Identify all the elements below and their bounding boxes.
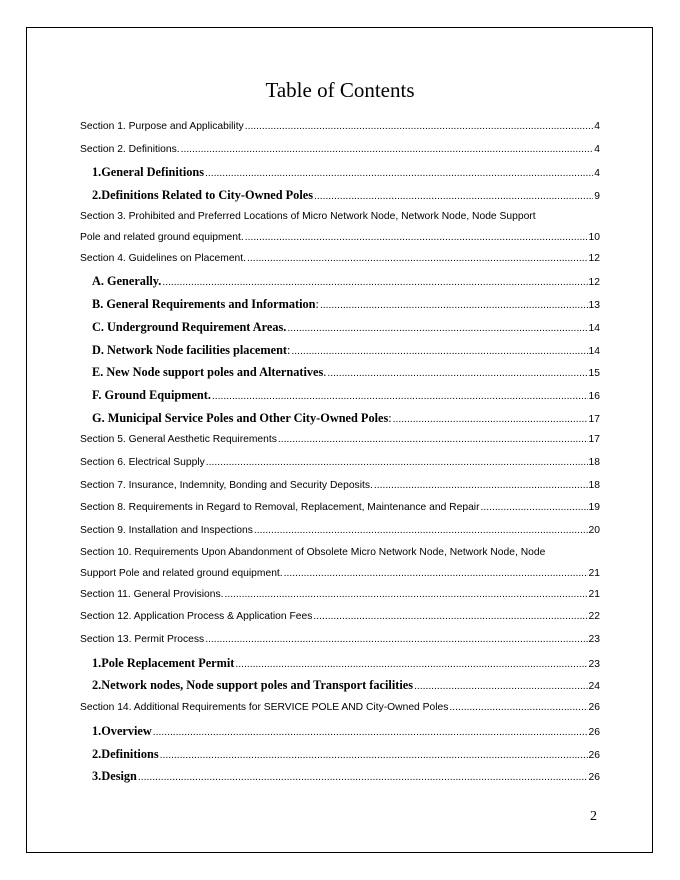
toc-label: Section 8. Requirements in Regard to Removal, Replacement, Maintenance and Repair bbox=[80, 502, 480, 514]
toc-entry-section-9[interactable] bbox=[80, 520, 600, 543]
toc-label-line1: Section 3. Prohibited and Preferred Locations of Micro Network Node, Network Node, Node Support bbox=[80, 210, 536, 222]
toc-entry-section-14[interactable] bbox=[80, 697, 600, 720]
toc-page: 15 bbox=[588, 368, 600, 380]
toc-page: 16 bbox=[588, 390, 600, 402]
toc-label: Section 2. Definitions. bbox=[80, 143, 180, 155]
toc-page: 17 bbox=[588, 413, 600, 425]
leader-dots bbox=[205, 629, 587, 652]
leader-dots bbox=[162, 272, 587, 295]
toc-entry-overview[interactable] bbox=[80, 720, 600, 743]
toc-entry-design[interactable] bbox=[80, 765, 600, 788]
toc-page: 12 bbox=[588, 252, 600, 264]
leader-dots bbox=[254, 520, 588, 543]
leader-dots bbox=[284, 563, 588, 584]
toc-entry-section-6[interactable] bbox=[80, 452, 600, 475]
toc-page: 4 bbox=[594, 121, 600, 132]
toc-number: 3. bbox=[92, 769, 102, 784]
toc-entry-definitions[interactable] bbox=[80, 743, 600, 766]
leader-dots bbox=[235, 654, 587, 677]
toc-label: E. New Node support poles and Alternatives. bbox=[92, 365, 327, 380]
page-title: Table of Contents bbox=[265, 78, 415, 102]
toc-label: Section 1. Purpose and Applicability bbox=[80, 121, 244, 132]
toc-entry-4f[interactable] bbox=[80, 384, 600, 407]
toc-label: Section 11. General Provisions. bbox=[80, 588, 224, 600]
leader-dots bbox=[245, 116, 594, 139]
leader-dots bbox=[414, 676, 588, 699]
toc-page: 26 bbox=[588, 726, 600, 738]
toc-label: Support Pole and related ground equipment. bbox=[80, 567, 283, 579]
toc-page: 14 bbox=[588, 322, 600, 334]
leader-dots bbox=[245, 227, 588, 248]
toc-label: Section 9. Installation and Inspections bbox=[80, 525, 253, 536]
toc-label: Section 5. General Aesthetic Requirements bbox=[80, 434, 277, 446]
toc-label: F. Ground Equipment. bbox=[92, 387, 211, 402]
toc-entry-section-1[interactable] bbox=[80, 116, 600, 139]
toc-number: 2. bbox=[92, 746, 102, 761]
toc-label: C. Underground Requirement Areas. bbox=[92, 319, 287, 334]
leader-dots bbox=[320, 295, 588, 318]
toc-page: 23 bbox=[588, 658, 600, 670]
leader-dots bbox=[449, 697, 587, 720]
toc-page: 26 bbox=[588, 772, 600, 784]
toc-page: 22 bbox=[588, 611, 600, 623]
toc-page: 20 bbox=[588, 525, 600, 536]
toc-page: 26 bbox=[588, 702, 600, 714]
toc-number: 1. bbox=[92, 655, 102, 670]
toc-page: 19 bbox=[588, 502, 600, 514]
toc-entry-section-7[interactable] bbox=[80, 475, 600, 498]
toc-label: B. General Requirements and Information: bbox=[92, 297, 319, 312]
toc-label: Overview bbox=[101, 723, 152, 738]
leader-dots bbox=[212, 386, 588, 409]
toc-entry-section-10[interactable] bbox=[80, 543, 600, 584]
leader-dots bbox=[153, 722, 588, 745]
toc-label: Definitions Related to City-Owned Poles bbox=[101, 188, 313, 203]
toc-entry-section-12[interactable] bbox=[80, 606, 600, 629]
toc-page: 4 bbox=[594, 143, 600, 155]
toc-entry-network-nodes[interactable] bbox=[80, 674, 600, 697]
toc-page: 26 bbox=[588, 749, 600, 761]
toc-entry-pole-replacement-permit[interactable] bbox=[80, 652, 600, 675]
leader-dots bbox=[393, 409, 588, 432]
toc-page: 18 bbox=[588, 479, 600, 491]
leader-dots bbox=[314, 186, 593, 209]
toc-page: 18 bbox=[588, 456, 600, 468]
toc-label: G. Municipal Service Poles and Other City-Owned Poles: bbox=[92, 410, 392, 425]
toc-entry-section-13[interactable] bbox=[80, 629, 600, 652]
toc-page: 12 bbox=[588, 277, 600, 289]
toc-label: A. Generally. bbox=[92, 274, 162, 289]
leader-dots bbox=[160, 745, 588, 768]
toc-label: Definitions bbox=[101, 746, 159, 761]
toc-entry-4e[interactable] bbox=[80, 361, 600, 384]
toc-label: General Definitions bbox=[101, 165, 205, 180]
toc-page: 21 bbox=[588, 567, 600, 579]
leader-dots bbox=[374, 475, 588, 498]
toc-label: Network nodes, Node support poles and Transport facilities bbox=[101, 678, 414, 693]
toc-entry-4g[interactable] bbox=[80, 407, 600, 430]
table-of-contents bbox=[80, 116, 600, 788]
leader-dots bbox=[278, 429, 588, 452]
toc-entry-section-2[interactable] bbox=[80, 139, 600, 162]
toc-entry-4a[interactable] bbox=[80, 270, 600, 293]
toc-entry-city-owned-poles-definitions[interactable] bbox=[80, 184, 600, 207]
toc-label: Section 7. Insurance, Indemnity, Bonding and Security Deposits. bbox=[80, 479, 373, 491]
toc-entry-4b[interactable] bbox=[80, 293, 600, 316]
toc-number: 2. bbox=[92, 678, 102, 693]
toc-label: Section 14. Additional Requirements for SERVICE POLE AND City-Owned Poles bbox=[80, 702, 449, 714]
toc-label: Section 13. Permit Process bbox=[80, 634, 205, 646]
toc-page: 9 bbox=[594, 191, 600, 203]
leader-dots bbox=[138, 767, 588, 790]
toc-entry-4d[interactable] bbox=[80, 339, 600, 362]
toc-entry-section-5[interactable] bbox=[80, 429, 600, 452]
leader-dots bbox=[224, 584, 587, 607]
toc-label: D. Network Node facilities placement: bbox=[92, 342, 291, 357]
leader-dots bbox=[291, 341, 587, 364]
leader-dots bbox=[247, 248, 588, 271]
leader-dots bbox=[206, 452, 588, 475]
toc-page: 14 bbox=[588, 345, 600, 357]
toc-label: Section 12. Application Process & Application Fees bbox=[80, 611, 313, 623]
toc-entry-section-4[interactable] bbox=[80, 248, 600, 271]
toc-page: 24 bbox=[588, 681, 600, 693]
toc-entry-4c[interactable] bbox=[80, 316, 600, 339]
toc-page: 13 bbox=[588, 300, 600, 312]
toc-page: 17 bbox=[588, 434, 600, 446]
toc-label: Pole and related ground equipment. bbox=[80, 231, 244, 243]
toc-page: 4 bbox=[594, 168, 600, 180]
leader-dots bbox=[287, 318, 587, 341]
toc-number: 2. bbox=[92, 188, 102, 203]
page-number: 2 bbox=[590, 809, 597, 824]
toc-number: 1. bbox=[92, 723, 102, 738]
leader-dots bbox=[181, 139, 594, 162]
toc-entry-section-11[interactable] bbox=[80, 584, 600, 607]
leader-dots bbox=[205, 163, 593, 186]
toc-page: 21 bbox=[588, 588, 600, 600]
toc-number: 1. bbox=[92, 165, 102, 180]
toc-page: 23 bbox=[588, 634, 600, 646]
toc-entry-section-8[interactable] bbox=[80, 497, 600, 520]
leader-dots bbox=[327, 363, 587, 386]
toc-label: Pole Replacement Permit bbox=[101, 655, 235, 670]
toc-label: Section 6. Electrical Supply bbox=[80, 456, 205, 468]
toc-label-line1: Section 10. Requirements Upon Abandonment of Obsolete Micro Network Node, Network Node, Node bbox=[80, 546, 546, 558]
toc-label: Section 4. Guidelines on Placement. bbox=[80, 252, 246, 264]
leader-dots bbox=[481, 497, 588, 520]
toc-entry-section-3[interactable] bbox=[80, 207, 600, 248]
leader-dots bbox=[313, 606, 587, 629]
toc-entry-general-definitions[interactable] bbox=[80, 161, 600, 184]
toc-page: 10 bbox=[588, 231, 600, 243]
toc-label: Design bbox=[101, 769, 137, 784]
